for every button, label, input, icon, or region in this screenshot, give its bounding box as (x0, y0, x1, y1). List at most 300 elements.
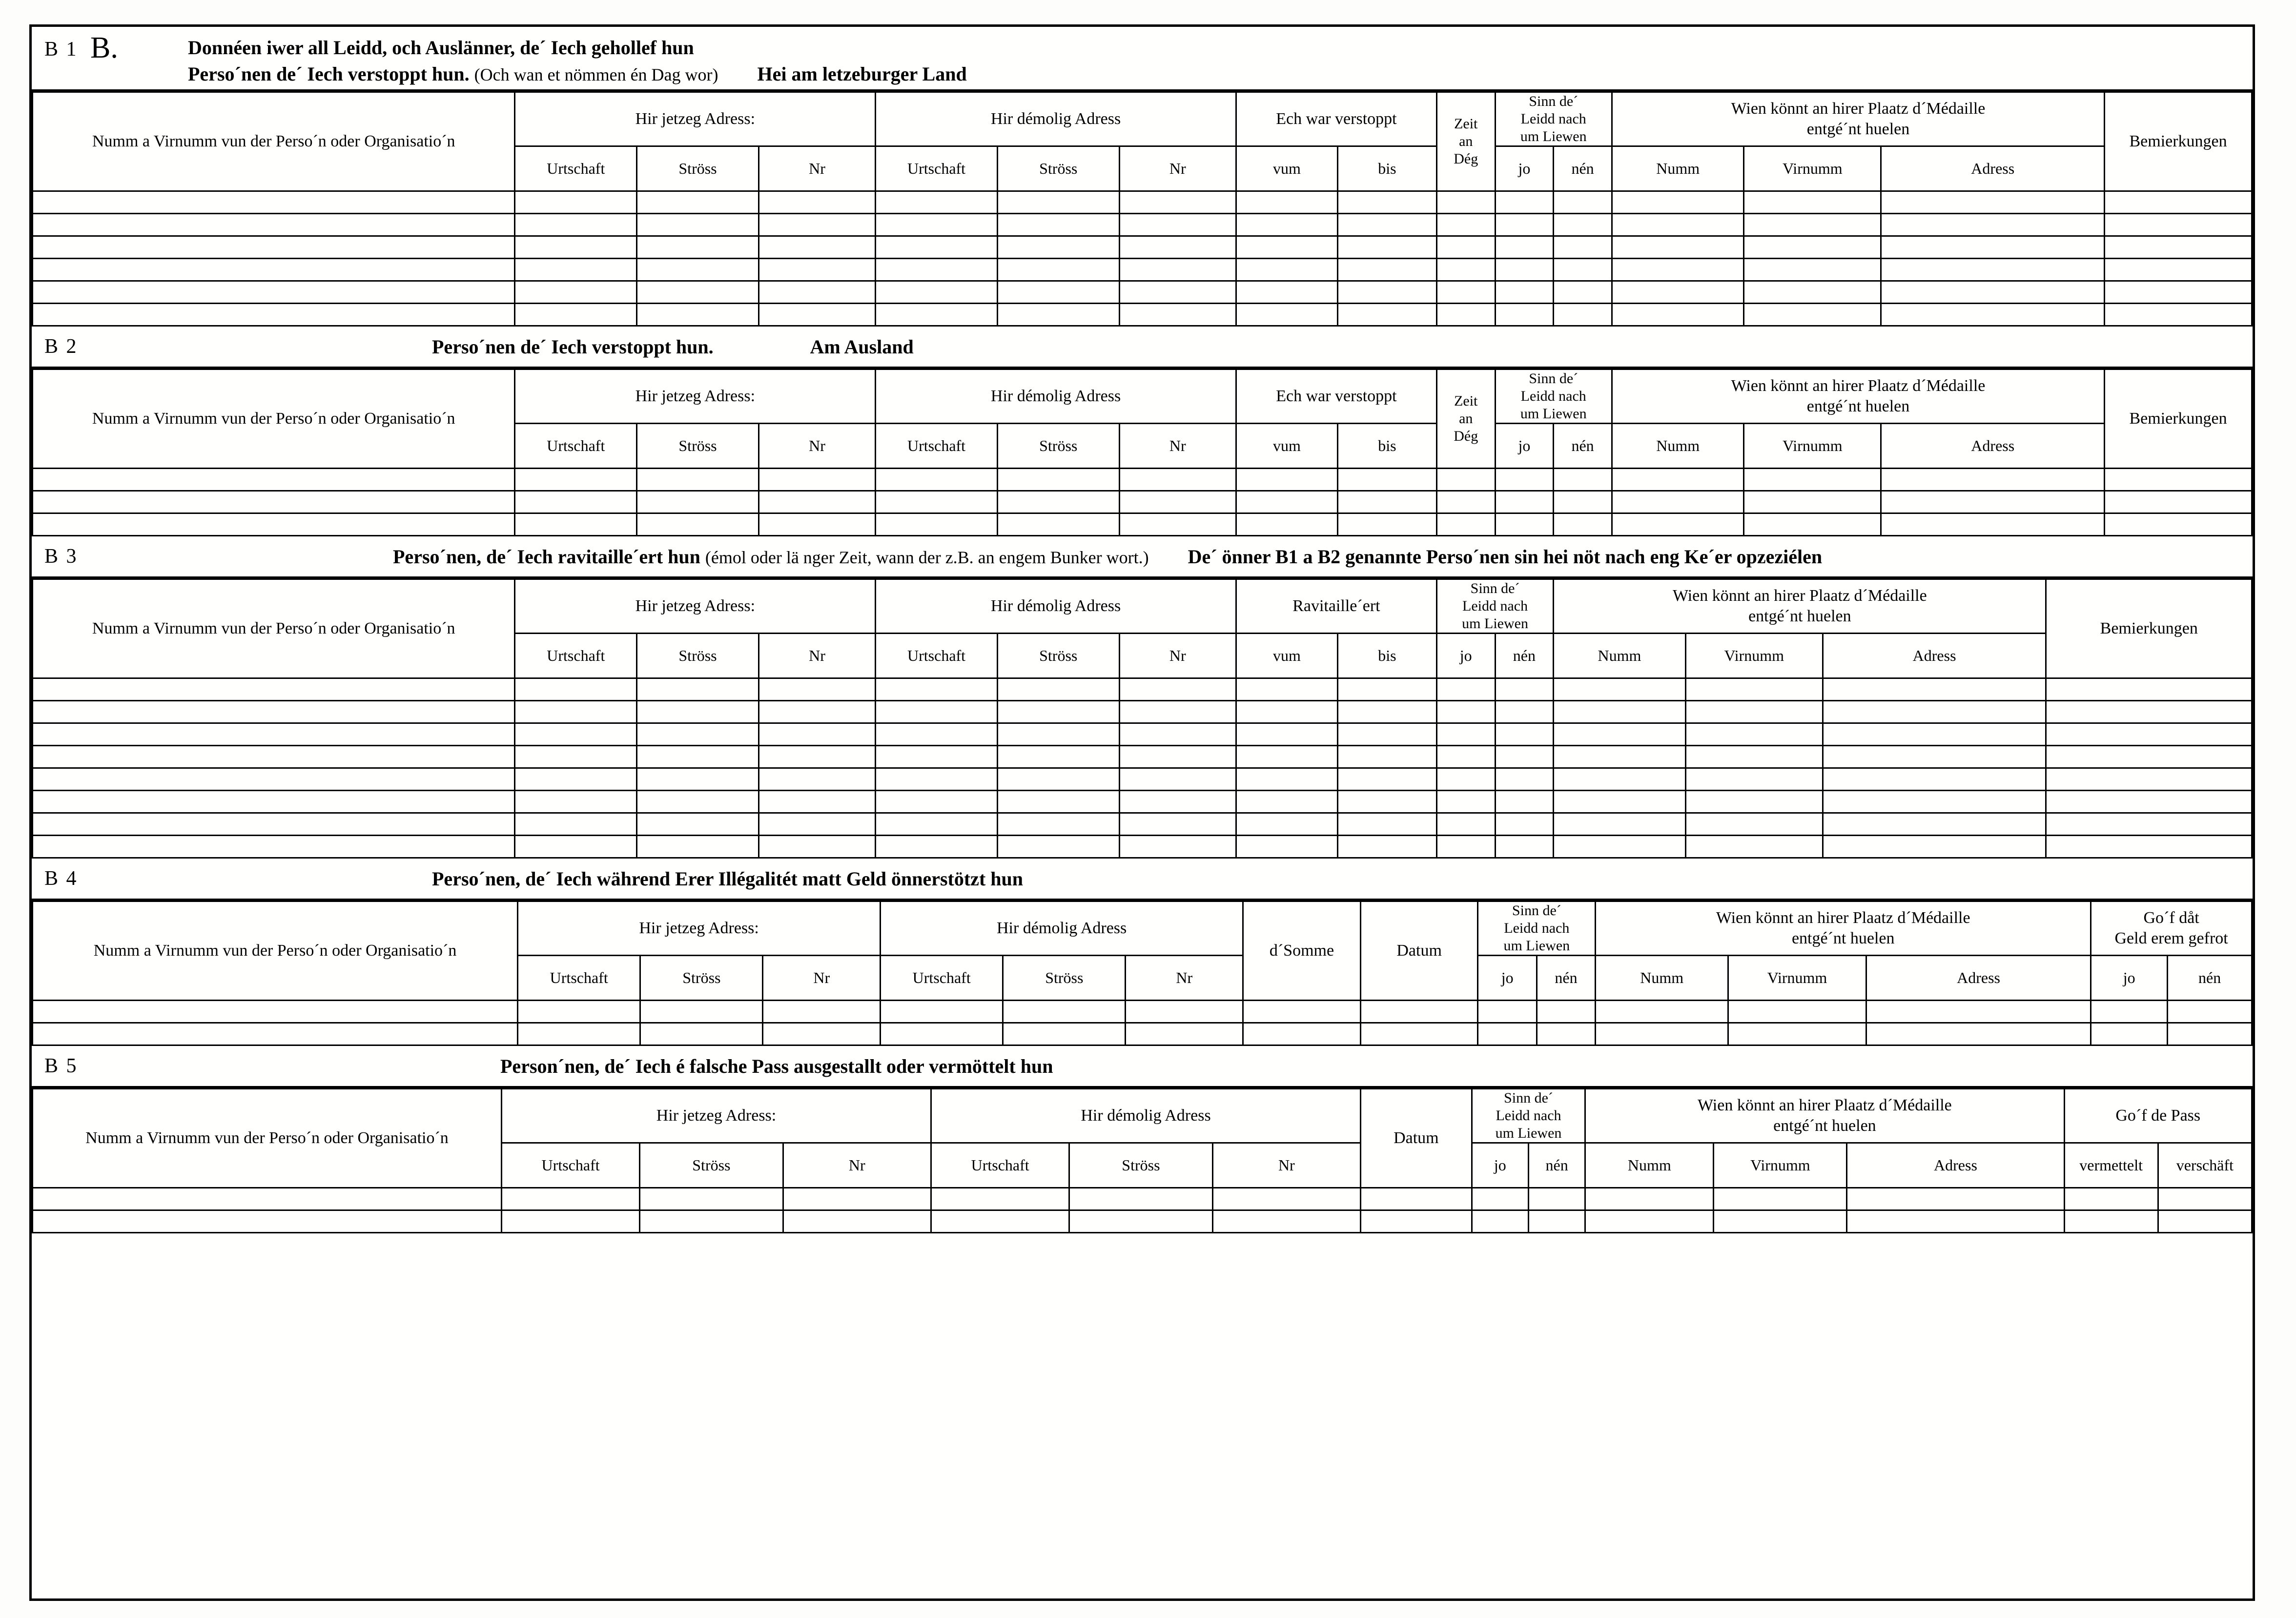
cell[interactable] (881, 1023, 1003, 1045)
cell[interactable] (1236, 678, 1337, 701)
cell[interactable] (637, 791, 759, 813)
cell[interactable] (1612, 491, 1744, 513)
cell[interactable] (1338, 214, 1437, 236)
cell[interactable] (1436, 281, 1495, 304)
table-row[interactable] (33, 491, 2252, 513)
cell[interactable] (1744, 191, 1881, 214)
cell[interactable] (1612, 191, 1744, 214)
cell[interactable] (2158, 1210, 2252, 1233)
cell[interactable] (1436, 304, 1495, 326)
cell[interactable] (2064, 1210, 2158, 1233)
cell[interactable] (1866, 1023, 2091, 1045)
cell[interactable] (1472, 1210, 1528, 1233)
cell[interactable] (1338, 491, 1437, 513)
cell[interactable] (1823, 746, 2046, 768)
cell[interactable] (1236, 304, 1337, 326)
cell[interactable] (931, 1188, 1069, 1210)
cell[interactable] (1069, 1188, 1212, 1210)
cell[interactable] (1338, 836, 1437, 858)
cell[interactable] (1119, 304, 1236, 326)
cell[interactable] (33, 236, 515, 259)
cell[interactable] (1236, 214, 1337, 236)
cell[interactable] (637, 723, 759, 746)
cell[interactable] (33, 746, 515, 768)
table-row[interactable] (33, 214, 2252, 236)
cell[interactable] (2168, 1023, 2252, 1045)
cell[interactable] (997, 236, 1119, 259)
cell[interactable] (1823, 836, 2046, 858)
cell[interactable] (2046, 813, 2252, 836)
cell[interactable] (1554, 513, 1612, 536)
cell[interactable] (758, 813, 875, 836)
cell[interactable] (1212, 1210, 1360, 1233)
table-row[interactable] (33, 723, 2252, 746)
cell[interactable] (1236, 236, 1337, 259)
cell[interactable] (637, 746, 759, 768)
cell[interactable] (1436, 836, 1495, 858)
cell[interactable] (1003, 1023, 1126, 1045)
cell[interactable] (1881, 281, 2105, 304)
cell[interactable] (515, 791, 637, 813)
cell[interactable] (637, 701, 759, 723)
cell[interactable] (1472, 1188, 1528, 1210)
cell[interactable] (1823, 678, 2046, 701)
cell[interactable] (1236, 791, 1337, 813)
cell[interactable] (997, 813, 1119, 836)
cell[interactable] (783, 1188, 931, 1210)
cell[interactable] (1236, 469, 1337, 491)
cell[interactable] (1881, 259, 2105, 281)
cell[interactable] (997, 768, 1119, 791)
cell[interactable] (1881, 513, 2105, 536)
cell[interactable] (1119, 813, 1236, 836)
cell[interactable] (637, 191, 759, 214)
cell[interactable] (1495, 768, 1554, 791)
cell[interactable] (997, 214, 1119, 236)
cell[interactable] (1436, 813, 1495, 836)
cell[interactable] (1881, 191, 2105, 214)
cell[interactable] (997, 746, 1119, 768)
cell[interactable] (763, 1001, 881, 1023)
cell[interactable] (997, 304, 1119, 326)
cell[interactable] (2158, 1188, 2252, 1210)
cell[interactable] (1612, 214, 1744, 236)
cell[interactable] (1361, 1210, 1472, 1233)
cell[interactable] (1495, 678, 1554, 701)
cell[interactable] (637, 813, 759, 836)
cell[interactable] (876, 191, 998, 214)
cell[interactable] (1744, 236, 1881, 259)
cell[interactable] (2091, 1001, 2168, 1023)
cell[interactable] (876, 259, 998, 281)
cell[interactable] (881, 1001, 1003, 1023)
cell[interactable] (33, 723, 515, 746)
cell[interactable] (997, 723, 1119, 746)
cell[interactable] (2105, 513, 2252, 536)
cell[interactable] (876, 513, 998, 536)
cell[interactable] (997, 491, 1119, 513)
table-row[interactable] (33, 813, 2252, 836)
cell[interactable] (997, 701, 1119, 723)
cell[interactable] (1495, 214, 1554, 236)
cell[interactable] (33, 259, 515, 281)
cell[interactable] (1495, 491, 1554, 513)
cell[interactable] (876, 791, 998, 813)
cell[interactable] (1495, 701, 1554, 723)
cell[interactable] (1236, 259, 1337, 281)
cell[interactable] (637, 836, 759, 858)
cell[interactable] (1881, 214, 2105, 236)
cell[interactable] (515, 281, 637, 304)
cell[interactable] (515, 259, 637, 281)
cell[interactable] (758, 791, 875, 813)
cell[interactable] (1338, 191, 1437, 214)
cell[interactable] (1243, 1023, 1361, 1045)
cell[interactable] (1338, 746, 1437, 768)
cell[interactable] (1119, 214, 1236, 236)
cell[interactable] (1236, 768, 1337, 791)
cell[interactable] (1612, 259, 1744, 281)
cell[interactable] (758, 191, 875, 214)
cell[interactable] (1554, 678, 1686, 701)
cell[interactable] (33, 768, 515, 791)
cell[interactable] (2046, 678, 2252, 701)
cell[interactable] (1338, 701, 1437, 723)
cell[interactable] (876, 281, 998, 304)
cell[interactable] (518, 1001, 640, 1023)
cell[interactable] (783, 1210, 931, 1233)
cell[interactable] (1436, 491, 1495, 513)
cell[interactable] (997, 191, 1119, 214)
cell[interactable] (1436, 723, 1495, 746)
cell[interactable] (1823, 701, 2046, 723)
cell[interactable] (1744, 469, 1881, 491)
cell[interactable] (1537, 1001, 1595, 1023)
cell[interactable] (1495, 191, 1554, 214)
cell[interactable] (2046, 701, 2252, 723)
table-row[interactable] (33, 259, 2252, 281)
cell[interactable] (1436, 513, 1495, 536)
cell[interactable] (876, 678, 998, 701)
cell[interactable] (758, 469, 875, 491)
cell[interactable] (1685, 701, 1823, 723)
cell[interactable] (876, 701, 998, 723)
cell[interactable] (2105, 214, 2252, 236)
cell[interactable] (1847, 1210, 2064, 1233)
table-row[interactable] (33, 513, 2252, 536)
cell[interactable] (33, 1023, 518, 1045)
cell[interactable] (1436, 236, 1495, 259)
cell[interactable] (515, 191, 637, 214)
cell[interactable] (1881, 469, 2105, 491)
cell[interactable] (515, 236, 637, 259)
cell[interactable] (1119, 701, 1236, 723)
cell[interactable] (33, 469, 515, 491)
cell[interactable] (1585, 1188, 1714, 1210)
table-row[interactable] (33, 791, 2252, 813)
cell[interactable] (515, 304, 637, 326)
cell[interactable] (2105, 236, 2252, 259)
cell[interactable] (1866, 1001, 2091, 1023)
cell[interactable] (1495, 281, 1554, 304)
cell[interactable] (758, 678, 875, 701)
cell[interactable] (637, 513, 759, 536)
cell[interactable] (1436, 746, 1495, 768)
cell[interactable] (1596, 1023, 1728, 1045)
cell[interactable] (1495, 259, 1554, 281)
cell[interactable] (515, 746, 637, 768)
cell[interactable] (515, 513, 637, 536)
cell[interactable] (1744, 491, 1881, 513)
cell[interactable] (2046, 746, 2252, 768)
cell[interactable] (33, 836, 515, 858)
table-row[interactable] (33, 281, 2252, 304)
cell[interactable] (1119, 281, 1236, 304)
cell[interactable] (997, 836, 1119, 858)
cell[interactable] (640, 1023, 763, 1045)
cell[interactable] (1338, 469, 1437, 491)
cell[interactable] (515, 469, 637, 491)
cell[interactable] (2105, 191, 2252, 214)
cell[interactable] (1119, 746, 1236, 768)
cell[interactable] (1478, 1001, 1537, 1023)
cell[interactable] (1436, 191, 1495, 214)
cell[interactable] (1478, 1023, 1537, 1045)
cell[interactable] (637, 304, 759, 326)
cell[interactable] (758, 513, 875, 536)
cell[interactable] (876, 236, 998, 259)
cell[interactable] (1338, 281, 1437, 304)
cell[interactable] (33, 214, 515, 236)
cell[interactable] (1119, 491, 1236, 513)
cell[interactable] (1554, 836, 1686, 858)
cell[interactable] (33, 491, 515, 513)
cell[interactable] (1612, 236, 1744, 259)
cell[interactable] (515, 491, 637, 513)
cell[interactable] (640, 1001, 763, 1023)
table-row[interactable] (33, 678, 2252, 701)
table-row[interactable] (33, 746, 2252, 768)
cell[interactable] (637, 469, 759, 491)
cell[interactable] (763, 1023, 881, 1045)
cell[interactable] (2105, 259, 2252, 281)
cell[interactable] (515, 701, 637, 723)
cell[interactable] (1119, 236, 1236, 259)
cell[interactable] (1554, 701, 1686, 723)
cell[interactable] (1554, 768, 1686, 791)
cell[interactable] (876, 304, 998, 326)
cell[interactable] (2091, 1023, 2168, 1045)
cell[interactable] (1881, 304, 2105, 326)
cell[interactable] (876, 813, 998, 836)
cell[interactable] (2046, 768, 2252, 791)
cell[interactable] (1585, 1210, 1714, 1233)
cell[interactable] (2105, 469, 2252, 491)
cell[interactable] (1554, 304, 1612, 326)
cell[interactable] (758, 491, 875, 513)
cell[interactable] (33, 191, 515, 214)
cell[interactable] (33, 791, 515, 813)
cell[interactable] (1360, 1001, 1478, 1023)
cell[interactable] (1236, 723, 1337, 746)
cell[interactable] (1596, 1001, 1728, 1023)
table-row[interactable] (33, 1210, 2252, 1233)
cell[interactable] (2046, 723, 2252, 746)
table-row[interactable] (33, 1023, 2252, 1045)
cell[interactable] (1612, 513, 1744, 536)
cell[interactable] (1338, 678, 1437, 701)
cell[interactable] (876, 469, 998, 491)
cell[interactable] (1728, 1023, 1866, 1045)
cell[interactable] (997, 513, 1119, 536)
cell[interactable] (637, 281, 759, 304)
cell[interactable] (33, 678, 515, 701)
cell[interactable] (1714, 1210, 1847, 1233)
cell[interactable] (758, 259, 875, 281)
cell[interactable] (1744, 281, 1881, 304)
cell[interactable] (1236, 281, 1337, 304)
cell[interactable] (1685, 836, 1823, 858)
cell[interactable] (637, 259, 759, 281)
cell[interactable] (1554, 469, 1612, 491)
table-row[interactable] (33, 768, 2252, 791)
cell[interactable] (1119, 836, 1236, 858)
table-row[interactable] (33, 191, 2252, 214)
cell[interactable] (33, 1188, 502, 1210)
cell[interactable] (1554, 813, 1686, 836)
cell[interactable] (1744, 259, 1881, 281)
cell[interactable] (1554, 214, 1612, 236)
cell[interactable] (637, 236, 759, 259)
cell[interactable] (1236, 813, 1337, 836)
cell[interactable] (758, 701, 875, 723)
cell[interactable] (637, 768, 759, 791)
cell[interactable] (1685, 768, 1823, 791)
cell[interactable] (1436, 214, 1495, 236)
cell[interactable] (515, 813, 637, 836)
cell[interactable] (876, 723, 998, 746)
cell[interactable] (1495, 723, 1554, 746)
cell[interactable] (1495, 469, 1554, 491)
cell[interactable] (1823, 791, 2046, 813)
cell[interactable] (876, 768, 998, 791)
cell[interactable] (2105, 281, 2252, 304)
cell[interactable] (997, 791, 1119, 813)
cell[interactable] (1823, 813, 2046, 836)
cell[interactable] (758, 746, 875, 768)
cell[interactable] (33, 513, 515, 536)
cell[interactable] (997, 259, 1119, 281)
cell[interactable] (515, 836, 637, 858)
cell[interactable] (1338, 259, 1437, 281)
cell[interactable] (1338, 236, 1437, 259)
cell[interactable] (33, 813, 515, 836)
cell[interactable] (997, 678, 1119, 701)
cell[interactable] (1495, 791, 1554, 813)
cell[interactable] (1685, 723, 1823, 746)
cell[interactable] (1436, 259, 1495, 281)
cell[interactable] (1003, 1001, 1126, 1023)
cell[interactable] (758, 214, 875, 236)
cell[interactable] (1236, 191, 1337, 214)
cell[interactable] (1436, 791, 1495, 813)
cell[interactable] (758, 836, 875, 858)
table-row[interactable] (33, 1001, 2252, 1023)
cell[interactable] (1728, 1001, 1866, 1023)
cell[interactable] (1495, 236, 1554, 259)
cell[interactable] (1338, 791, 1437, 813)
cell[interactable] (1436, 701, 1495, 723)
cell[interactable] (1537, 1023, 1595, 1045)
cell[interactable] (1338, 768, 1437, 791)
cell[interactable] (1528, 1188, 1585, 1210)
cell[interactable] (515, 214, 637, 236)
cell[interactable] (1119, 768, 1236, 791)
cell[interactable] (1126, 1001, 1243, 1023)
cell[interactable] (1236, 836, 1337, 858)
cell[interactable] (1436, 469, 1495, 491)
cell[interactable] (1554, 236, 1612, 259)
cell[interactable] (1212, 1188, 1360, 1210)
cell[interactable] (2046, 836, 2252, 858)
cell[interactable] (1744, 304, 1881, 326)
cell[interactable] (1119, 678, 1236, 701)
cell[interactable] (1685, 746, 1823, 768)
table-row[interactable] (33, 701, 2252, 723)
table-row[interactable] (33, 236, 2252, 259)
cell[interactable] (1361, 1188, 1472, 1210)
cell[interactable] (1744, 513, 1881, 536)
cell[interactable] (2064, 1188, 2158, 1210)
cell[interactable] (758, 236, 875, 259)
table-row[interactable] (33, 836, 2252, 858)
cell[interactable] (33, 281, 515, 304)
cell[interactable] (1554, 281, 1612, 304)
cell[interactable] (33, 304, 515, 326)
cell[interactable] (758, 304, 875, 326)
cell[interactable] (1881, 491, 2105, 513)
cell[interactable] (1495, 813, 1554, 836)
cell[interactable] (1126, 1023, 1243, 1045)
cell[interactable] (1338, 304, 1437, 326)
cell[interactable] (33, 1210, 502, 1233)
table-row[interactable] (33, 469, 2252, 491)
cell[interactable] (2105, 304, 2252, 326)
table-row[interactable] (33, 304, 2252, 326)
cell[interactable] (1554, 723, 1686, 746)
cell[interactable] (1236, 746, 1337, 768)
cell[interactable] (2168, 1001, 2252, 1023)
cell[interactable] (1847, 1188, 2064, 1210)
cell[interactable] (1119, 259, 1236, 281)
cell[interactable] (1554, 191, 1612, 214)
cell[interactable] (1612, 281, 1744, 304)
cell[interactable] (2046, 791, 2252, 813)
cell[interactable] (1714, 1188, 1847, 1210)
cell[interactable] (515, 678, 637, 701)
cell[interactable] (637, 214, 759, 236)
cell[interactable] (876, 491, 998, 513)
cell[interactable] (1119, 469, 1236, 491)
table-row[interactable] (33, 1188, 2252, 1210)
cell[interactable] (640, 1210, 783, 1233)
cell[interactable] (501, 1188, 639, 1210)
cell[interactable] (33, 701, 515, 723)
cell[interactable] (1554, 746, 1686, 768)
cell[interactable] (1119, 791, 1236, 813)
cell[interactable] (1243, 1001, 1361, 1023)
cell[interactable] (1495, 746, 1554, 768)
